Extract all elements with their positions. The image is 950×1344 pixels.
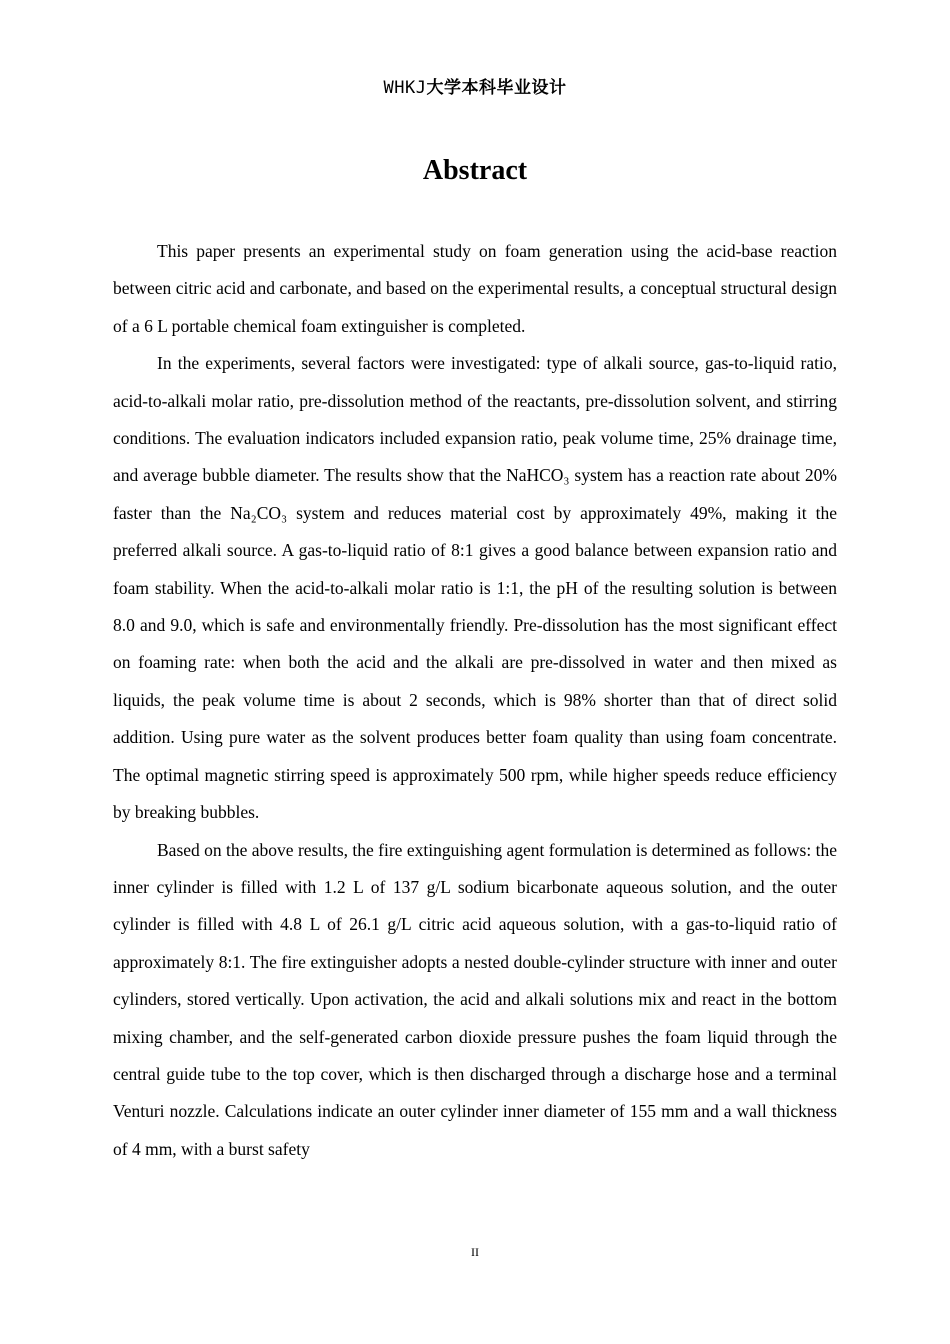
header-code: WHKJ [383, 78, 427, 98]
paragraph-design: Based on the above results, the fire extinguishing agent formulation is determined as follows: the inner cylinder is filled with 1.2 L of 137 g/L sodium bicarbonate aqueous solution, and the outer cylinder is filled with 4.8 L of 26.1 g/L citric acid aqueous solution, with a gas-to-liquid ratio of approximately 8:1. The fire extinguisher adopts a nested double-cylinder structure with inner and outer cylinders, stored vertically. Upon activation, the acid and alkali solutions mix and react in the bottom mixing chamber, and the self-generated carbon dioxide pressure pushes the foam liquid through the central guide tube to the top cover, which is then discharged through a discharge hose and a terminal Venturi nozzle. Calculations indicate an outer cylinder inner diameter of 155 mm and a wall thickness of 4 mm, with a burst safety [113, 839, 837, 1159]
paragraph-intro: This paper presents an experimental study on foam generation using the acid-base reaction between citric acid and carbonate, and based on the experimental results, a conceptual structural design of a 6 L portable chemical foam extinguisher is completed. [113, 241, 837, 336]
page-number: II [471, 1245, 479, 1259]
paragraph-experiments: In the experiments, several factors were investigated: type of alkali source, gas-to-liquid ratio, acid-to-alkali molar ratio, pre-dissolution method of the reactants, pre-dissolution solvent, and stirring conditions. The evaluation indicators included expansion ratio, peak volume time, 25% drainage time, and average bubble diameter. The results show that the NaHCO₃ system has a reaction rate about 20% faster than the Na₂CO₃ system and reduces material cost by approximately 49%, making it the preferred alkali source. A gas-to-liquid ratio of 8:1 gives a good balance between expansion ratio and foam stability. When the acid-to-alkali molar ratio is 1:1, the pH of the resulting solution is between 8.0 and 9.0, which is safe and environmentally friendly. Pre-dissolution has the most significant effect on foaming rate: when both the acid and the alkali are pre-dissolved in water and then mixed as liquids, the peak volume time is about 2 seconds, which is 98% shorter than that of direct solid addition. Using pure water as the solvent produces better foam quality than using foam concentrate. The optimal magnetic stirring speed is approximately 500 rpm, while higher speeds reduce efficiency by breaking bubbles. [113, 353, 837, 823]
abstract-body [113, 233, 837, 1168]
page-header [0, 76, 950, 99]
page-title: Abstract [422, 155, 528, 186]
header-title: 大学本科毕业设计 [426, 78, 567, 98]
